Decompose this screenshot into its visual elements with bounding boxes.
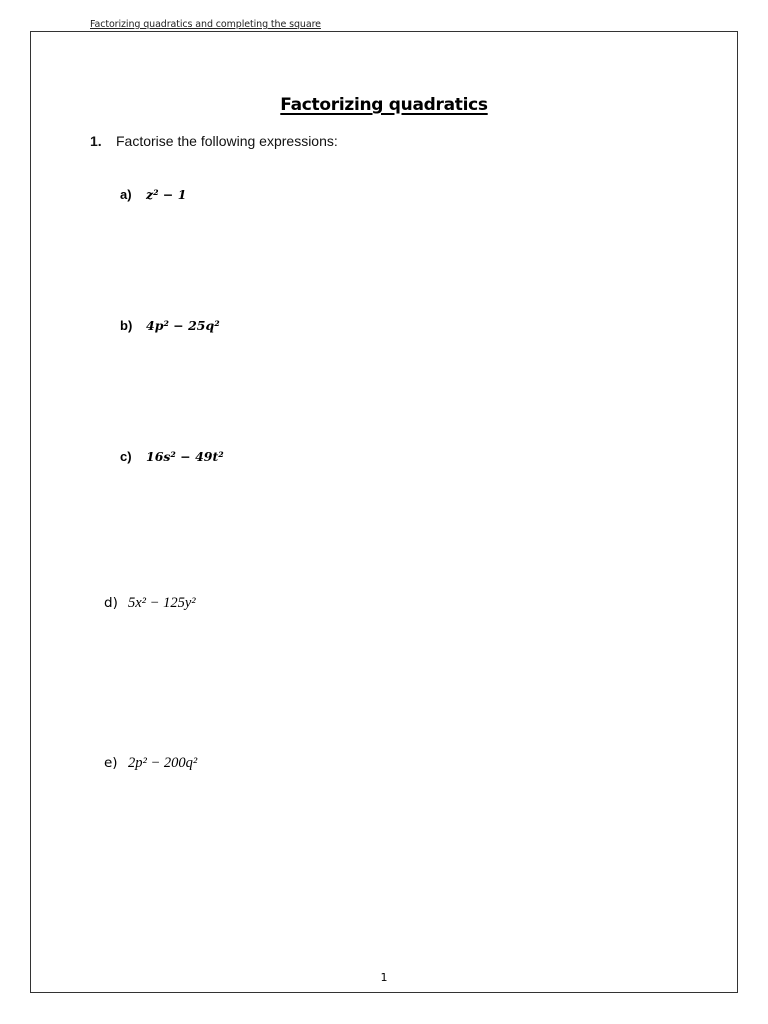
part-expression: z² − 1 (146, 187, 187, 202)
part-label: c) (120, 449, 132, 464)
part-label: e) (104, 755, 118, 771)
question-text: Factorise the following expressions: (116, 133, 338, 149)
part-label: d) (104, 595, 118, 611)
part-expression: 4p² − 25q² (146, 318, 220, 333)
page-title (0, 95, 768, 115)
part-e (104, 755, 197, 772)
part-b (120, 318, 220, 333)
part-a (120, 187, 186, 202)
part-label: b) (120, 318, 133, 333)
part-d (104, 595, 196, 612)
part-expression: 2p² − 200q² (128, 755, 198, 771)
running-header: Factorizing quadratics and completing the square (90, 19, 321, 30)
page-number: 1 (380, 971, 388, 984)
part-c (120, 449, 224, 464)
part-label: a) (120, 187, 132, 202)
page-title-text: Factorizing quadratics (280, 95, 488, 115)
part-expression: 16s² − 49t² (146, 449, 224, 464)
page-frame (30, 31, 738, 993)
question-prompt (90, 133, 338, 149)
part-expression: 5x² − 125y² (128, 595, 196, 611)
question-number: 1. (90, 133, 102, 149)
